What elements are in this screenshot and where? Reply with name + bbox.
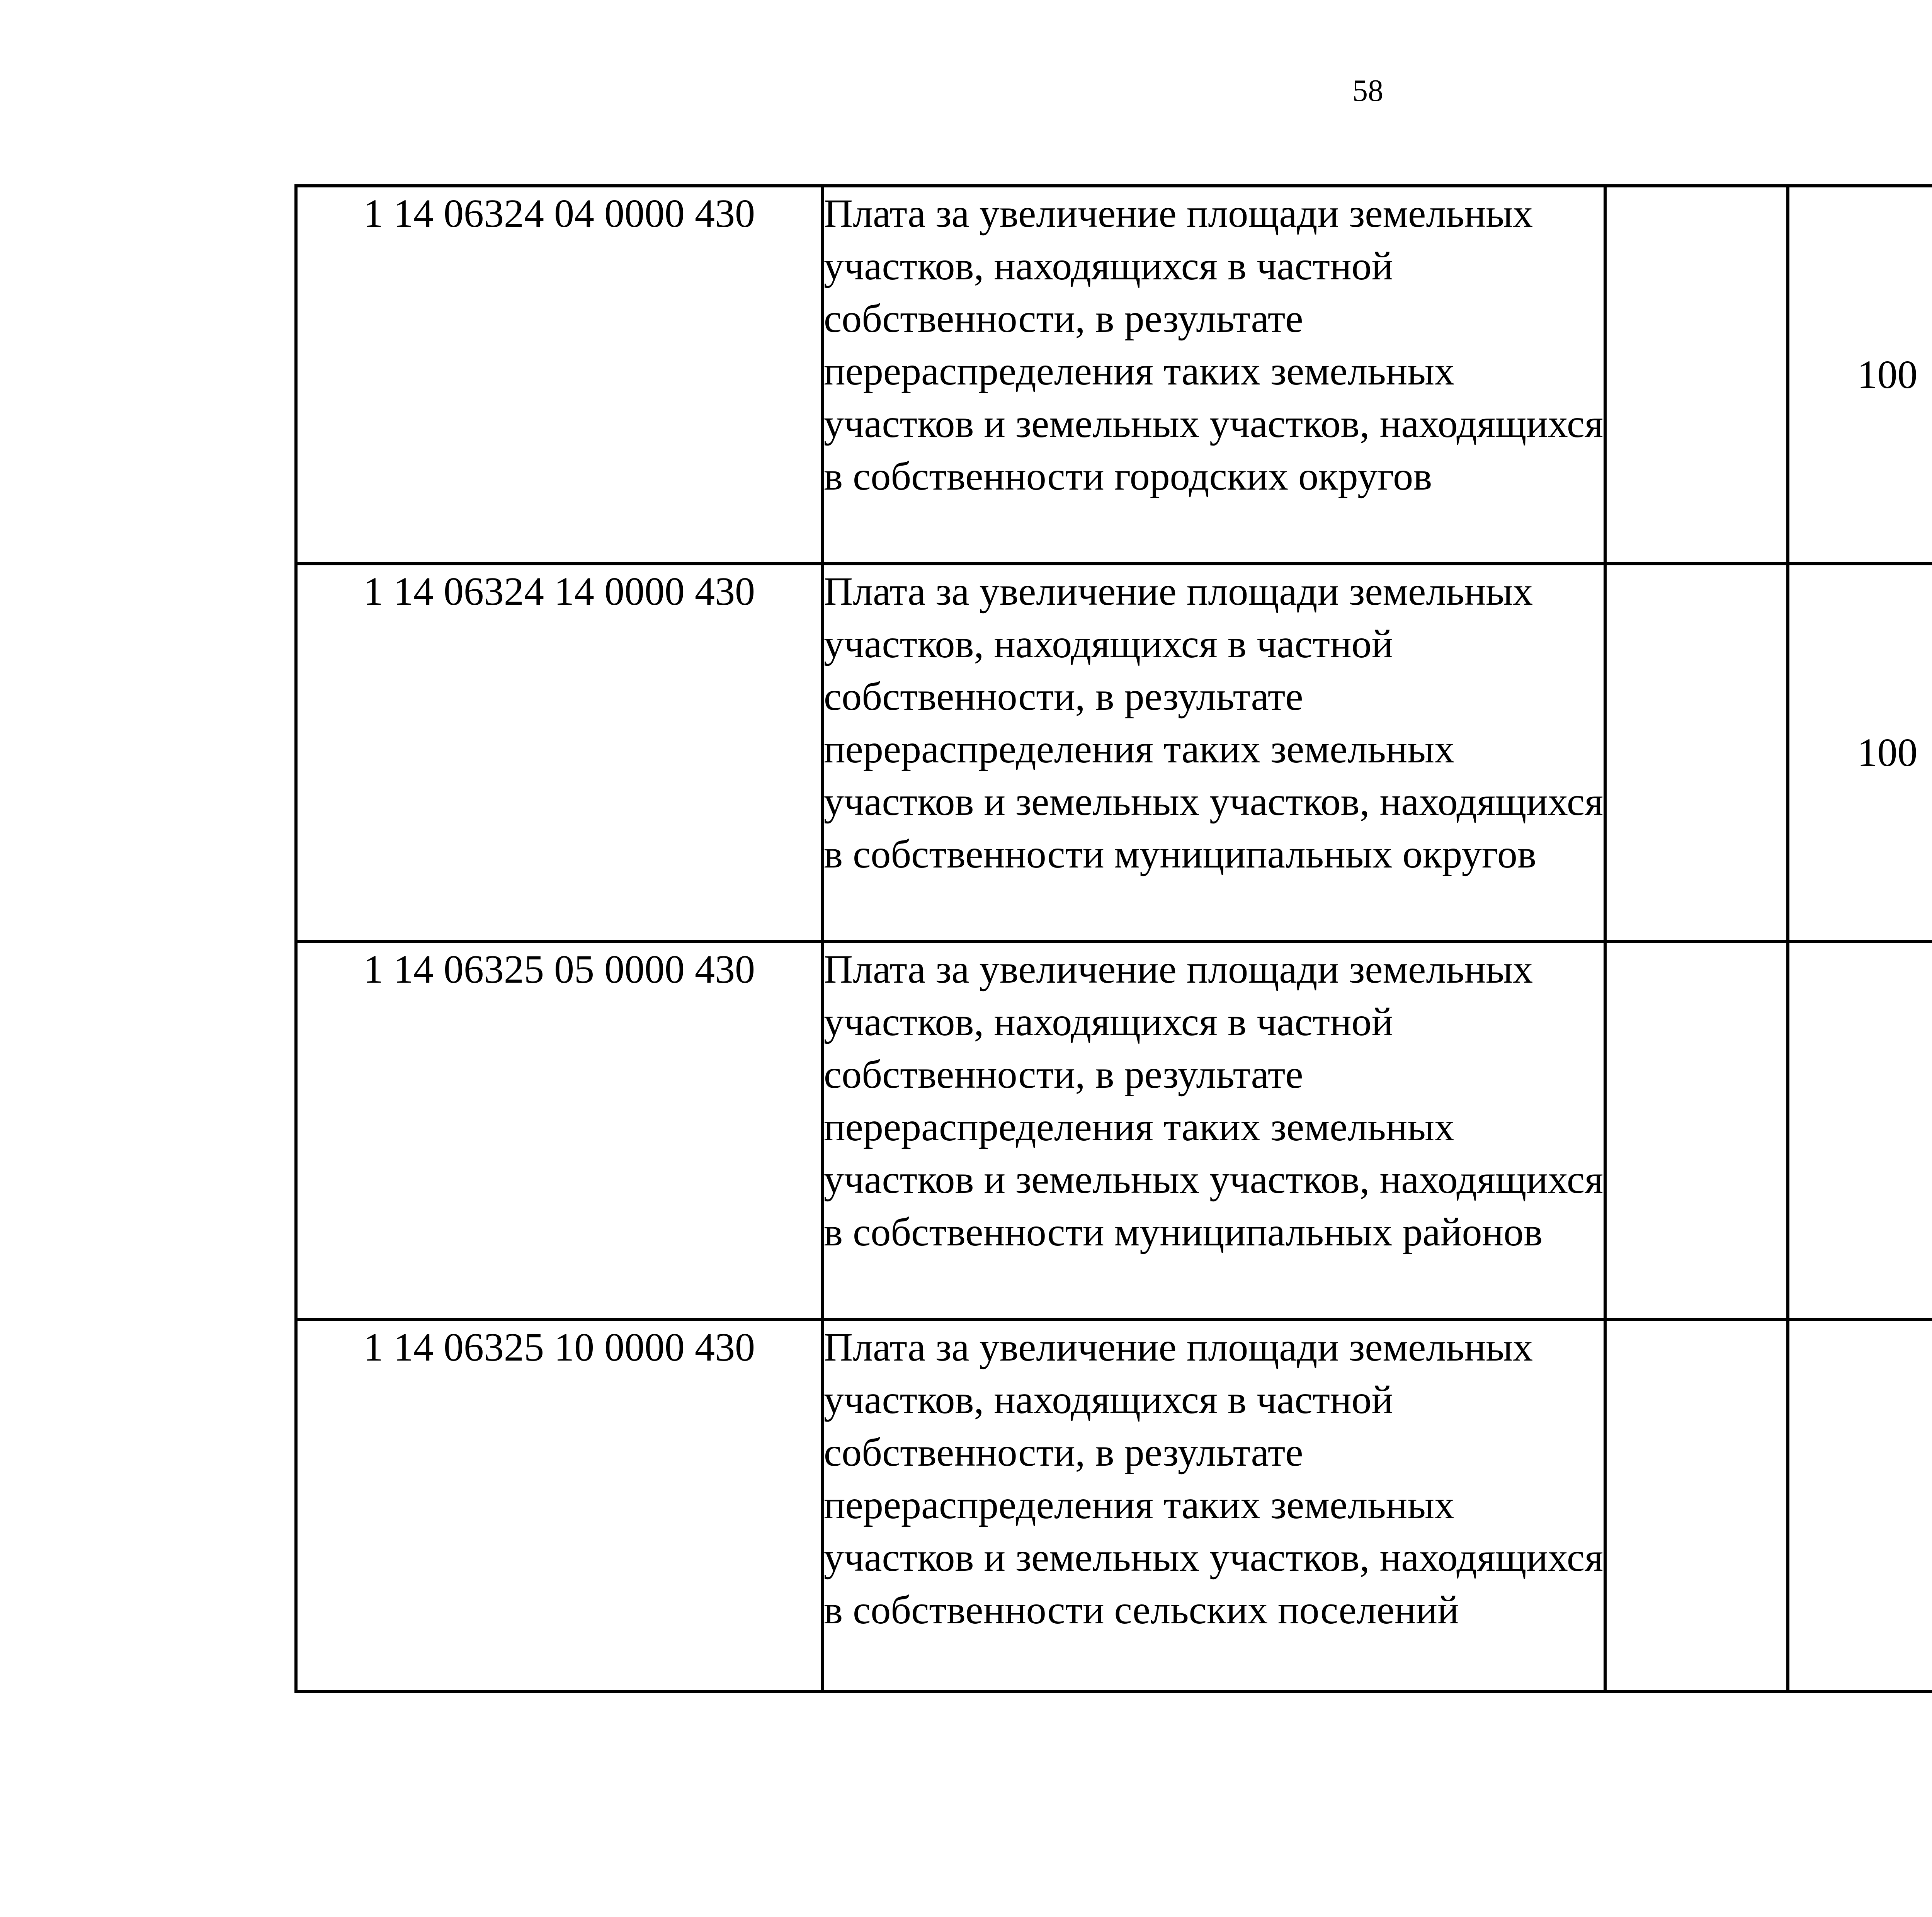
- table-row: [296, 186, 1932, 564]
- percent-cell: 100: [1788, 564, 1932, 942]
- revenue-name: Плата за увеличение площади земельных участков, находящихся в частной собственности, в результате перераспределения таких земельных участков и земельных участков, находящихся в собственности сельских поселений: [822, 1320, 1605, 1691]
- revenue-code: 1 14 06324 04 0000 430: [296, 186, 822, 564]
- percent-cell: [1605, 942, 1788, 1320]
- revenue-name: Плата за увеличение площади земельных участков, находящихся в частной собственности, в результате перераспределения таких земельных участков и земельных участков, находящихся в собственности муниципальных округов: [822, 564, 1605, 942]
- table-row: [296, 1320, 1932, 1691]
- percent-cell: [1788, 942, 1932, 1320]
- percent-cell: 100: [1788, 186, 1932, 564]
- revenue-code: 1 14 06324 14 0000 430: [296, 564, 822, 942]
- revenue-code: 1 14 06325 05 0000 430: [296, 942, 822, 1320]
- revenue-name: Плата за увеличение площади земельных участков, находящихся в частной собственности, в результате перераспределения таких земельных участков и земельных участков, находящихся в собственности городских округов: [822, 186, 1605, 564]
- table-row: [296, 564, 1932, 942]
- revenue-name: Плата за увеличение площади земельных участков, находящихся в частной собственности, в результате перераспределения таких земельных участков и земельных участков, находящихся в собственности муниципальных районов: [822, 942, 1605, 1320]
- percent-cell: [1788, 1320, 1932, 1691]
- revenue-distribution-table: [294, 184, 1932, 1693]
- page-number: 58: [1352, 74, 1383, 108]
- table-row: [296, 942, 1932, 1320]
- percent-cell: [1605, 186, 1788, 564]
- percent-cell: [1605, 1320, 1788, 1691]
- revenue-code: 1 14 06325 10 0000 430: [296, 1320, 822, 1691]
- percent-cell: [1605, 564, 1788, 942]
